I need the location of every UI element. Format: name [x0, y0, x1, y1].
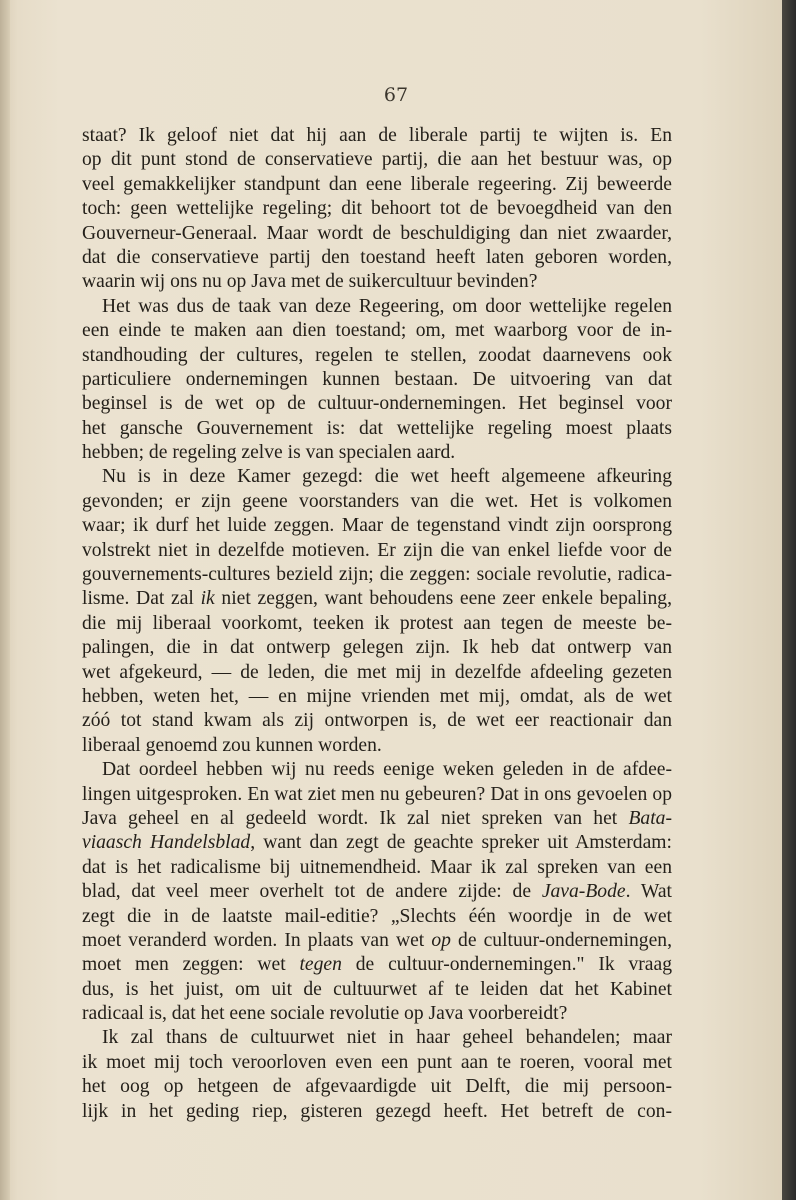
text-segment: ik moet mij toch veroorloven even een punt aan te roeren, vooral met — [82, 1051, 672, 1073]
text-segment: de cultuur-ondernemingen, — [450, 929, 673, 951]
text-segment: dat is het radicalisme bij uitnemendheid. Maar ik zal spreken van een — [82, 856, 672, 878]
italic-text: viaasch Handelsblad — [82, 832, 251, 854]
text-segment: . Wat — [625, 881, 672, 903]
text-line — [82, 807, 672, 831]
text-line — [82, 270, 672, 294]
text-line — [82, 417, 672, 441]
text-segment: zóó tot stand kwam als zij ontworpen is, de wet eer reactionair dan — [82, 710, 672, 732]
text-line — [82, 148, 672, 172]
text-line — [82, 563, 672, 587]
text-line — [82, 1026, 672, 1050]
text-line — [82, 1051, 672, 1075]
text-line — [82, 465, 672, 489]
text-line — [82, 734, 672, 758]
text-segment: waar; ik durf het luide zeggen. Maar de tegenstand vindt zijn oorsprong — [82, 515, 672, 537]
text-line — [82, 368, 672, 392]
text-segment: het gansche Gouvernement is: dat wettelijke regeling moest plaats — [82, 417, 672, 439]
text-segment: hebben; de regeling zelve is van specialen aard. — [82, 442, 456, 464]
text-line — [82, 929, 672, 953]
text-segment: lijk in het geding riep, gisteren gezegd heeft. Het betreft de con- — [82, 1100, 672, 1122]
text-segment: niet zeggen, want behoudens eene zeer enkele bepaling, — [214, 588, 672, 610]
text-segment: Dat oordeel hebben wij nu reeds eenige weken geleden in de afdee- — [102, 759, 672, 781]
text-segment: particuliere ondernemingen kunnen bestaan. De uitvoering van dat — [82, 368, 672, 390]
text-line — [82, 905, 672, 929]
text-segment: Java geheel en al gedeeld wordt. Ik zal niet spreken van het — [82, 807, 629, 829]
text-segment: gevonden; er zijn geene voorstanders van die wet. Het is volkomen — [82, 490, 672, 512]
text-segment: gouvernements-cultures bezield zijn; die zeggen: sociale revolutie, radica- — [82, 564, 672, 586]
text-line — [82, 783, 672, 807]
italic-text: ik — [200, 588, 215, 610]
text-line — [82, 880, 672, 904]
text-segment: veel gemakkelijker standpunt dan eene liberale regeering. Zij beweerde — [82, 173, 672, 195]
text-segment: volstrekt niet in dezelfde motieven. Er zijn die van enkel liefde voor de — [82, 539, 672, 561]
text-line — [82, 856, 672, 880]
text-segment: dus, is het juist, om uit de cultuurwet af te leiden dat het Kabinet — [82, 978, 672, 1000]
text-segment: staat? Ik geloof niet dat hij aan de liberale partij te wijten is. En — [82, 125, 672, 146]
text-segment: moet men zeggen: wet — [82, 954, 300, 976]
text-segment: lingen uitgesproken. En wat ziet men nu gebeuren? Dat in ons gevoelen op — [82, 783, 672, 805]
text-segment: die mij liberaal voorkomt, teeken ik protest aan tegen de meeste be- — [82, 612, 672, 634]
text-segment: hebben, weten het, — en mijne vrienden met mij, omdat, als de wet — [82, 685, 672, 707]
text-line — [82, 758, 672, 782]
text-segment: dat die conservatieve partij den toestand heeft laten geboren worden, — [82, 246, 672, 268]
text-line — [82, 490, 672, 514]
text-segment: beginsel is de wet op de cultuur-ondernemingen. Het beginsel voor — [82, 393, 672, 415]
text-segment: toch: geen wettelijke regeling; dit behoort tot de bevoegdheid van den — [82, 198, 672, 220]
text-line — [82, 661, 672, 685]
text-line — [82, 392, 672, 416]
text-segment: Het was dus de taak van deze Regeering, om door wettelijke regelen — [102, 295, 672, 317]
text-segment: op dit punt stond de conservatieve partij, die aan het bestuur was, op — [82, 149, 672, 171]
text-segment: waarin wij ons nu op Java met de suikercultuur bevinden? — [82, 271, 538, 293]
text-segment: het oog op hetgeen de afgevaardigde uit Delft, die mij persoon- — [82, 1076, 672, 1098]
text-segment: een einde te maken aan dien toestand; om, met waarborg voor de in- — [82, 320, 672, 342]
text-segment: Gouverneur-Generaal. Maar wordt de beschuldiging dan niet zwaarder, — [82, 222, 672, 244]
text-segment: lisme. Dat zal — [82, 588, 201, 610]
text-line — [82, 685, 672, 709]
page-number: 67 — [383, 84, 409, 106]
text-line — [82, 124, 672, 148]
text-line — [82, 441, 672, 465]
italic-text: Java-Bode — [541, 881, 626, 903]
text-line — [82, 831, 672, 855]
text-segment: Ik zal thans de cultuurwet niet in haar geheel behandelen; maar — [102, 1027, 672, 1049]
italic-text: tegen — [299, 954, 342, 976]
text-line — [82, 636, 672, 660]
text-segment: Nu is in deze Kamer gezegd: die wet heeft algemeene afkeuring — [102, 466, 672, 488]
page-gutter — [0, 0, 10, 1200]
text-line — [82, 1100, 672, 1124]
text-line — [82, 344, 672, 368]
text-line — [82, 514, 672, 538]
text-line — [82, 953, 672, 977]
text-segment: radicaal is, dat het eene sociale revolutie op Java voorbereidt? — [82, 1003, 568, 1025]
italic-text: op — [431, 929, 451, 951]
text-segment: zegt die in de laatste mail-editie? „Slechts één woordje in de wet — [82, 905, 672, 927]
body-text — [82, 124, 672, 1124]
text-line — [82, 539, 672, 563]
text-line — [82, 612, 672, 636]
text-line — [82, 1075, 672, 1099]
text-line — [82, 587, 672, 611]
text-segment: moet veranderd worden. In plaats van wet — [82, 929, 432, 951]
text-line — [82, 222, 672, 246]
text-line — [82, 246, 672, 270]
text-segment: palingen, die in dat ontwerp gelegen zijn. Ik heb dat ontwerp van — [82, 637, 672, 659]
text-line — [82, 978, 672, 1002]
text-segment: wet afgekeurd, — de leden, die met mij in dezelfde afdeeling gezeten — [82, 661, 672, 683]
text-line — [82, 319, 672, 343]
text-segment: blad, dat veel meer overhelt tot de andere zijde: de — [82, 881, 542, 903]
text-segment: liberaal genoemd zou kunnen worden. — [82, 734, 382, 756]
text-line — [82, 295, 672, 319]
page-edge — [782, 0, 796, 1200]
text-line — [82, 197, 672, 221]
text-line — [82, 1002, 672, 1026]
text-line — [82, 173, 672, 197]
italic-text: Bata- — [628, 807, 672, 829]
text-line — [82, 709, 672, 733]
text-segment: standhouding der cultures, regelen te stellen, zoodat daarnevens ook — [82, 344, 672, 366]
text-segment: , want dan zegt de geachte spreker uit Amsterdam: — [250, 832, 672, 854]
text-segment: de cultuur-ondernemingen." Ik vraag — [341, 954, 672, 976]
